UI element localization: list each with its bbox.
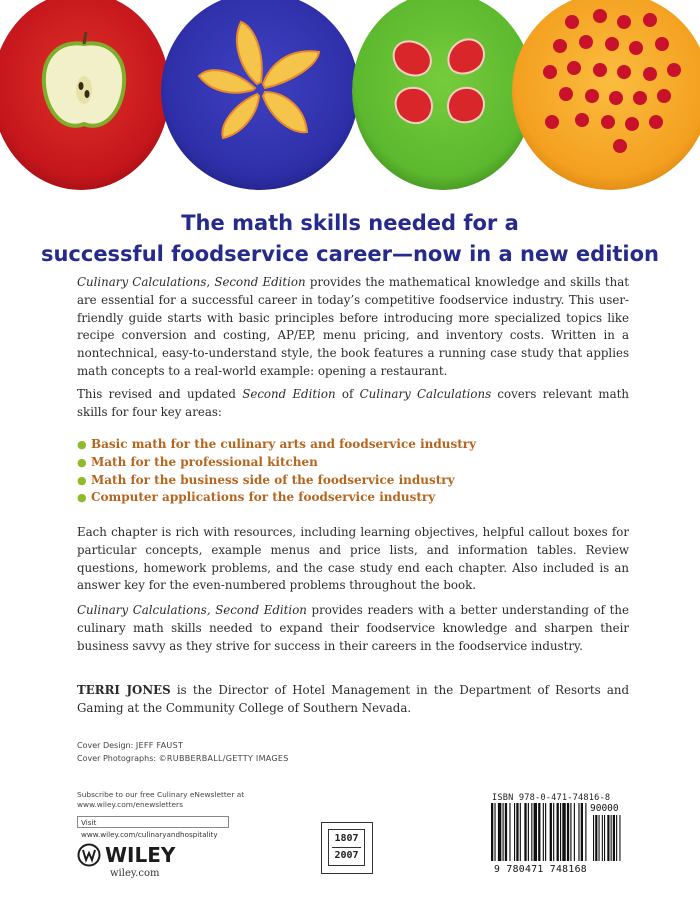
author-bio <box>77 682 629 718</box>
list-item-label: Math for the professional kitchen <box>91 454 318 469</box>
cover-design-credit <box>77 740 289 753</box>
list-item <box>77 454 637 472</box>
visit-website-link[interactable]: Visit www.wiley.com/culinaryandhospitality <box>77 816 229 828</box>
revised-text-3: covers relevant math skills for four key areas: <box>77 387 629 419</box>
bullet-dot-icon: ● <box>77 455 87 469</box>
bicentennial-year-2: 2007 <box>334 850 359 861</box>
resources-paragraph: Each chapter is rich with resources, including learning objectives, helpful callout boxes for particular concepts, example menus and price lists, and information tables. Review questions, homework problems, and the case study end each chapter. Also included is an answer key for the even-numbered problems throughout the book. <box>77 525 629 593</box>
author-name: TERRI JONES <box>77 683 171 697</box>
key-areas-list <box>77 436 637 507</box>
list-item-label: Computer applications for the foodservice industry <box>91 490 436 505</box>
list-item-label: Math for the business side of the foodservice industry <box>91 472 455 487</box>
revised-paragraph <box>77 386 629 422</box>
cover-design-label: Cover Design: <box>77 741 136 750</box>
list-item <box>77 489 637 507</box>
intro-text: provides the mathematical knowledge and skills that are essential for a successful career in today’s competitive foodservice industry. This user-friendly guide starts with basic principles before introducing more specialized topics like recipe conversion and costing, AP/EP, menu pricing, and inventory costs. Written in a nontechnical, easy-to-understand style, the book features a running case study that applies math concepts to a real-world example: opening a restaurant. <box>77 275 629 378</box>
cover-credits <box>77 740 289 765</box>
cover-photo-credit <box>77 753 289 766</box>
cover-photo-name: ©RUBBERBALL/GETTY IMAGES <box>158 753 289 763</box>
revised-text-2: of <box>335 387 360 401</box>
bicentennial-year-1: 1807 <box>334 833 359 844</box>
closing-book-title: Culinary Calculations, Second Edition <box>77 603 307 617</box>
list-item <box>77 472 637 490</box>
newsletter-notice <box>77 790 244 810</box>
headline <box>0 208 700 270</box>
bullet-dot-icon: ● <box>77 438 87 451</box>
barcode-number: 9 780471 748168 <box>494 864 587 875</box>
orange-plate-raspberries <box>512 0 700 190</box>
green-plate-strawberries <box>352 0 534 190</box>
cover-photo-label: Cover Photographs: <box>77 753 159 763</box>
isbn-label: ISBN 978-0-471-74816-8 <box>492 793 611 803</box>
cover-design-name: JEFF FAUST <box>135 741 184 750</box>
newsletter-link[interactable]: www.wiley.com/enewsletters <box>77 800 183 809</box>
blue-plate-peaches <box>161 0 359 190</box>
revised-text-1: This revised and updated <box>77 387 243 401</box>
publisher-name: WILEY <box>105 843 176 867</box>
revised-italic-edition: Second Edition <box>242 387 336 401</box>
publisher-url[interactable]: wiley.com <box>110 868 160 879</box>
author-bio-text: is the Director of Hotel Management in the Department of Resorts and Gaming at the Community College of Southern Nevada. <box>77 683 630 715</box>
headline-line-2: successful foodservice career—now in a new edition <box>40 242 660 266</box>
closing-paragraph <box>77 602 629 655</box>
barcode <box>489 803 625 863</box>
intro-book-title: Culinary Calculations, Second Edition <box>77 275 306 289</box>
bullet-dot-icon: ● <box>77 473 87 487</box>
bicentennial-seal <box>321 822 373 874</box>
list-item-label: Basic math for the culinary arts and foodservice industry <box>91 437 477 451</box>
price-addon-number: 90000 <box>590 803 619 814</box>
red-plate-apple <box>0 0 170 190</box>
closing-text: provides readers with a better understanding of the culinary math skills needed to expand their foodservice knowledge and sharpen their business savvy as they strive for success in their careers in the foodservice industry. <box>77 603 629 653</box>
wiley-logo <box>77 843 175 867</box>
intro-paragraph <box>77 274 629 381</box>
newsletter-line-1: Subscribe to our free Culinary eNewsletter at <box>77 790 245 799</box>
bullet-dot-icon: ● <box>77 491 87 505</box>
bicentennial-inner-frame <box>328 829 365 866</box>
list-item <box>77 436 637 454</box>
headline-line-1: The math skills needed for a <box>181 211 519 235</box>
revised-italic-title: Culinary Calculations <box>359 387 492 401</box>
wiley-emblem-icon <box>77 843 101 867</box>
